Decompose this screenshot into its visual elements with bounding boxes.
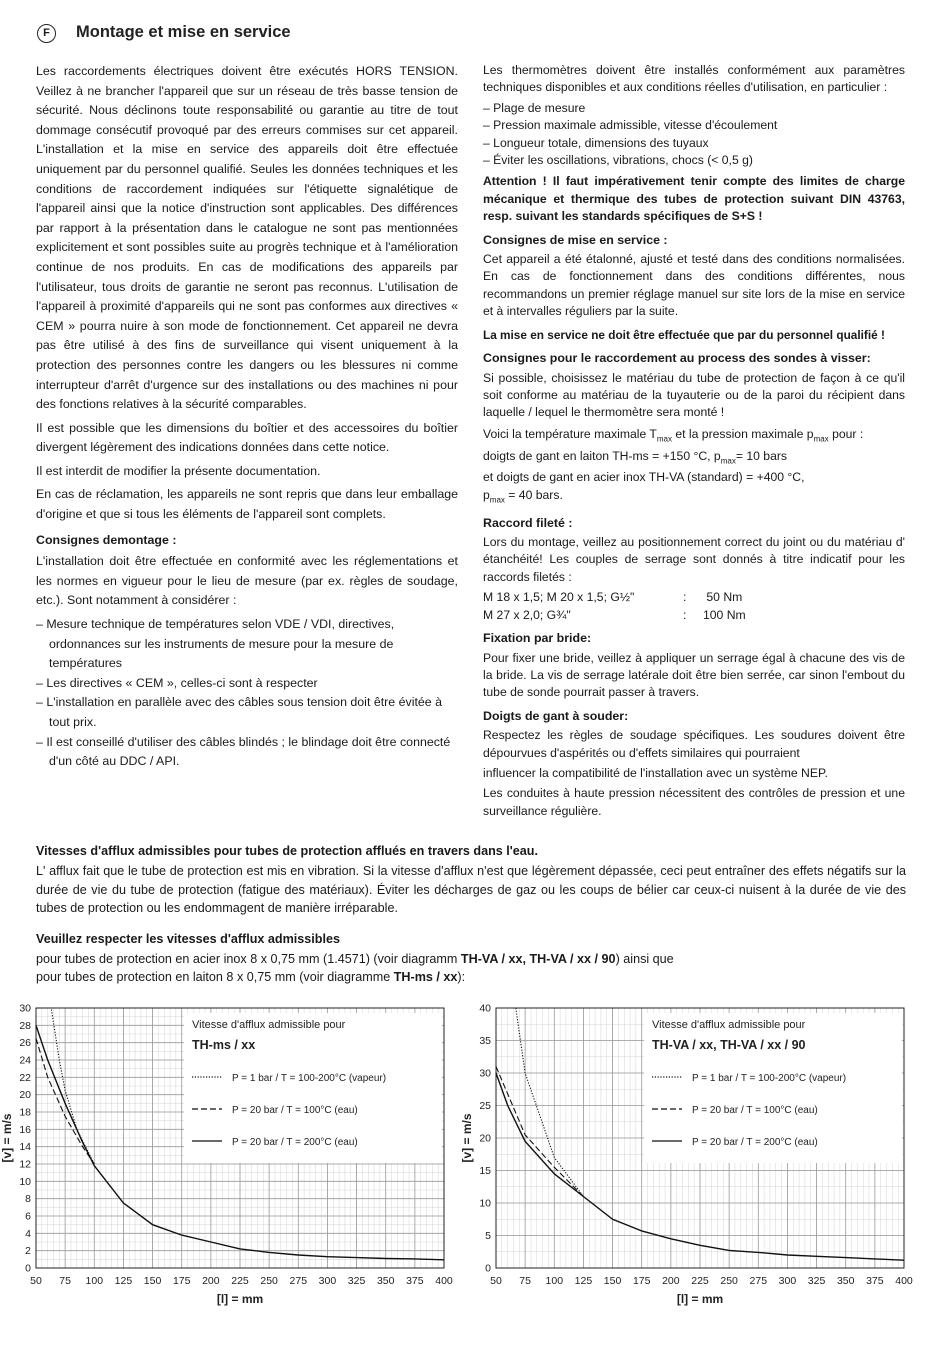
x-tick-label: 250 <box>260 1275 278 1287</box>
y-tick-label: 35 <box>479 1035 491 1047</box>
warning-text: Attention ! Il faut impérativement tenir compte des limites de charge mécanique et thermique des tubes de protection suivant DIN 43763, resp. suivant les standards spécifiques de S+S ! <box>483 174 905 224</box>
flow-section <box>36 842 906 987</box>
x-tick-label: 325 <box>807 1275 826 1287</box>
x-tick-label: 75 <box>519 1275 531 1287</box>
y-tick-label: 10 <box>479 1197 491 1210</box>
chart-th-ms <box>0 1000 470 1320</box>
y-tick-label: 26 <box>19 1037 31 1050</box>
torque-value: 50 Nm <box>703 590 743 605</box>
x-tick-label: 200 <box>202 1275 220 1287</box>
x-tick-label: 50 <box>490 1275 502 1287</box>
paragraph-dimensions: Il est possible que les dimensions du boîtier et des accessoires du boîtier divergent légèrement des indications données dans cette notice. <box>36 420 458 455</box>
chart-th-va <box>460 1000 940 1320</box>
legend-model: TH-VA / xx, TH-VA / xx / 90 <box>652 1038 806 1052</box>
list-item: – Éviter les oscillations, vibrations, chocs (< 0,5 g) <box>483 152 905 169</box>
legend-entry: P = 20 bar / T = 200°C (eau) <box>232 1137 358 1148</box>
legend-entry: P = 1 bar / T = 100-200°C (vapeur) <box>692 1073 847 1084</box>
page-title: Montage et mise en service <box>76 23 291 41</box>
y-tick-label: 14 <box>19 1141 31 1154</box>
heading-mise-en-service: Consignes de mise en service : <box>483 232 668 247</box>
qualified-staff-note: La mise en service ne doit être effectuée que par du personnel qualifié ! <box>483 327 885 342</box>
paragraph-bride: Pour fixer une bride, veillez à appliquer un serrage égal à chacune des vis de la bride. La vis de serrage latérale doit être bien serrée, car sinon l'embout du tube de sonde pourrait passer à travers. <box>483 650 905 700</box>
paragraph-documentation: Il est interdit de modifier la présente documentation. <box>36 463 321 478</box>
paragraph-flow-speeds: L' afflux fait que le tube de protection est mis en vibration. Si la vitesse d'afflux n'est que légèrement dépassée, ceci peut entraîner des effets négatifs sur la durée de vie du tube de protection (fatigue des matériaux). Éviter les décharges de gaz ou les coups de bélier car ceux-ci nuisent à la durée de vie des tubes de protection ou les endommagent de manière irréparable. <box>36 864 906 916</box>
x-tick-label: 225 <box>691 1275 709 1287</box>
legend-entry: P = 1 bar / T = 100-200°C (vapeur) <box>232 1073 387 1084</box>
x-axis-label: [l] = mm <box>216 1292 264 1306</box>
torque-thread: M 18 x 1,5; M 20 x 1,5; G½" <box>483 590 635 605</box>
legend-model: TH-ms / xx <box>192 1038 256 1052</box>
paragraph-safety: Les raccordements électriques doivent être exécutés HORS TENSION. Veillez à ne brancher l'appareil que sur un réseau de très basse tension de sécurité. Nous déclinons toute responsabilité ou garantie au titre de tout dommage consécutif provoqué par des erreurs commises sur cet appareil. L'installation et la mise en service des appareils doit être effectuée uniquement par du personnel qualifié. Seules les données techniques et les conditions de raccordement indiquées sur l'étiquette signalétique de l'appareil ainsi que la notice d'instruction sont applicables. Des différences par rapport à la présentation dans le catalogue ne sont pas mentionnées explicitement et sont possibles suite au progrès technique et à l'amélioration continue de nos produits. En cas de modifications des appareils par l'utilisateur, tous droits de garantie ne seront pas reconnus. L'utilisation de l'appareil à proximité d'appareils qui ne sont pas conformes aux directives « CEM » pourra nuire à son mode de fonctionnement. Cet appareil ne devra pas être utilisé à des fins de surveillance qui visent uniquement à la protection des personnes contre les dangers ou les blessures ni comme interrupteur d'arrêt d'urgence sur des installations ou des machines ni pour des fonctions relatives à la sécurité comparables. <box>36 64 458 412</box>
y-tick-label: 15 <box>479 1165 491 1177</box>
paragraph-souder-2: influencer la compatibilité de l'installation avec un système NEP. <box>483 765 828 780</box>
section-letter-badge: F <box>37 24 56 43</box>
list-item: – Pression maximale admissible, vitesse d'écoulement <box>483 117 905 134</box>
x-tick-label: 125 <box>574 1275 593 1287</box>
paragraph-mise-en-service: Cet appareil a été étalonné, ajusté et testé dans des conditions normalisées. En cas de fonctionnement dans des conditions différentes, nous recommandons un premier réglage manuel sur site lors de la mise en service et à intervalles réguliers par la suite. <box>483 252 905 319</box>
x-tick-label: 300 <box>778 1275 797 1287</box>
paragraph-raccord-filete: Lors du montage, veillez au positionnement correct du joint ou du matériau d' étanchéité! Les couples de serrage sont donnés à titre indicatif pour les raccords filetés : <box>483 535 905 584</box>
heading-demontage: Consignes demontage : <box>36 532 177 547</box>
y-tick-label: 6 <box>25 1210 31 1223</box>
paragraph-souder-3: Les conduites à haute pression nécessitent des contrôles de pression et une surveillance régulière. <box>483 786 905 818</box>
list-item: – Mesure technique de températures selon VDE / VDI, directives, ordonnances sur les instruments de mesure pour la mesure de températures <box>36 615 458 674</box>
torque-table <box>483 589 905 624</box>
y-tick-label: 22 <box>19 1071 31 1084</box>
heading-flow-speeds: Vitesses d'afflux admissibles pour tubes de protection afflués en travers dans l'eau. <box>36 844 538 858</box>
list-item: – Longueur totale, dimensions des tuyaux <box>483 135 905 152</box>
y-tick-label: 24 <box>19 1054 31 1067</box>
y-tick-label: 20 <box>19 1089 31 1102</box>
x-axis-label: [l] = mm <box>676 1292 724 1306</box>
y-tick-label: 18 <box>19 1106 31 1119</box>
x-tick-label: 175 <box>632 1275 651 1287</box>
x-tick-label: 275 <box>289 1275 308 1287</box>
paragraph-max-values: Voici la température maximale $T_{max}$ et la pression maximale $p_{max}$ pour : doigts de gant en laiton TH-ms = +150 °C, $p_{max}= 10$ bars et doigts de gant en acier inox TH-VA (standard) = +400 °C, $p_{max} = 40$ bars. <box>483 426 864 505</box>
y-axis-label: [v] = m/s <box>0 1113 14 1163</box>
y-tick-label: 25 <box>479 1100 491 1112</box>
heading-respect-speeds: Veuillez respecter les vitesses d'afflux admissibles <box>36 931 341 946</box>
x-tick-label: 325 <box>347 1275 366 1287</box>
y-tick-label: 20 <box>479 1132 491 1145</box>
line-brass: pour tubes de protection en laiton 8 x 0,75 mm (voir diagramme TH-ms / xx): <box>36 970 466 985</box>
y-tick-label: 2 <box>25 1245 31 1258</box>
heading-bride: Fixation par bride: <box>483 631 592 646</box>
x-tick-label: 50 <box>30 1275 42 1287</box>
torque-sep: : <box>683 590 687 605</box>
y-tick-label: 12 <box>19 1158 31 1171</box>
paragraph-souder-1: Respectez les règles de soudage spécifiques. Les soudures doivent être dépourvues d'aspérités ou d'effets similaires qui pourraient <box>483 728 905 760</box>
series-line <box>496 1067 583 1197</box>
paragraph-thermometers: Les thermomètres doivent être installés conformément aux paramètres techniques disponibles et aux conditions réelles d'utilisation, en particulier : <box>483 63 905 95</box>
list-item: – Plage de mesure <box>483 100 905 117</box>
y-tick-label: 5 <box>485 1230 491 1242</box>
y-tick-label: 30 <box>479 1067 491 1080</box>
heading-souder: Doigts de gant à souder: <box>483 708 629 723</box>
legend-title: Vitesse d'afflux admissible pour <box>652 1019 806 1031</box>
y-axis-label: [v] = m/s <box>460 1113 474 1163</box>
list-item: – Il est conseillé d'utiliser des câbles blindés ; le blindage doit être connecté d'un côté au DDC / API. <box>36 733 458 772</box>
heading-raccordement: Consignes pour le raccordement au process des sondes à visser: <box>483 351 871 366</box>
legend-entry: P = 20 bar / T = 100°C (eau) <box>692 1105 818 1116</box>
x-tick-label: 150 <box>603 1275 622 1287</box>
x-tick-label: 100 <box>85 1275 104 1287</box>
torque-value: 100 Nm <box>703 607 746 622</box>
legend-title: Vitesse d'afflux admissible pour <box>192 1019 346 1031</box>
x-tick-label: 125 <box>114 1275 133 1287</box>
y-tick-label: 0 <box>25 1262 31 1275</box>
x-tick-label: 300 <box>318 1275 337 1287</box>
y-tick-label: 0 <box>485 1262 491 1275</box>
x-tick-label: 100 <box>545 1275 564 1287</box>
left-column <box>36 62 458 776</box>
parameter-list <box>483 100 905 170</box>
torque-thread: M 27 x 2,0; G¾" <box>483 607 571 622</box>
legend-entry: P = 20 bar / T = 100°C (eau) <box>232 1105 358 1116</box>
list-item: – Les directives « CEM », celles-ci sont à respecter <box>36 674 458 694</box>
heading-raccord-filete: Raccord fileté : <box>483 515 573 530</box>
y-tick-label: 10 <box>19 1175 31 1188</box>
installation-list <box>36 615 458 772</box>
x-tick-label: 175 <box>172 1275 191 1287</box>
torque-sep: : <box>683 607 687 622</box>
x-tick-label: 75 <box>59 1275 71 1287</box>
list-item: – L'installation en parallèle avec des câbles sous tension doit être évitée à tout prix. <box>36 693 458 732</box>
x-tick-label: 400 <box>895 1275 913 1287</box>
y-tick-label: 30 <box>19 1002 31 1015</box>
x-tick-label: 150 <box>143 1275 162 1287</box>
y-tick-label: 8 <box>25 1193 31 1206</box>
paragraph-installation: L'installation doit être effectuée en conformité avec les réglementations et les normes en vigueur pour le lieu de mesure (par ex. règles de soudage, etc.). Sont notamment à considérer : <box>36 554 458 608</box>
legend-entry: P = 20 bar / T = 200°C (eau) <box>692 1137 818 1148</box>
y-tick-label: 4 <box>25 1227 31 1240</box>
right-column <box>483 62 905 823</box>
x-tick-label: 200 <box>662 1275 680 1287</box>
x-tick-label: 375 <box>406 1275 424 1287</box>
x-tick-label: 225 <box>231 1275 249 1287</box>
x-tick-label: 350 <box>376 1275 395 1287</box>
x-tick-label: 275 <box>749 1275 768 1287</box>
x-tick-label: 350 <box>836 1275 855 1287</box>
x-tick-label: 375 <box>866 1275 884 1287</box>
paragraph-complaints: En cas de réclamation, les appareils ne sont repris que dans leur emballage d'origine et que si tous les éléments de l'appareil sont complets. <box>36 487 458 522</box>
line-stainless: pour tubes de protection en acier inox 8 x 0,75 mm (1.4571) (voir diagramm TH-VA / xx, TH-VA / xx / 90) ainsi que <box>36 952 674 967</box>
x-tick-label: 400 <box>435 1275 453 1287</box>
y-tick-label: 28 <box>19 1019 31 1032</box>
x-tick-label: 250 <box>720 1275 738 1287</box>
paragraph-raccordement: Si possible, choisissez le matériau du tube de protection de façon à ce qu'il soit conforme au matériau de la tuyauterie ou de la paroi du récipient dans laquelle / lequel le thermomètre sera monté ! <box>483 370 905 420</box>
y-tick-label: 40 <box>479 1002 491 1015</box>
y-tick-label: 16 <box>19 1123 31 1136</box>
